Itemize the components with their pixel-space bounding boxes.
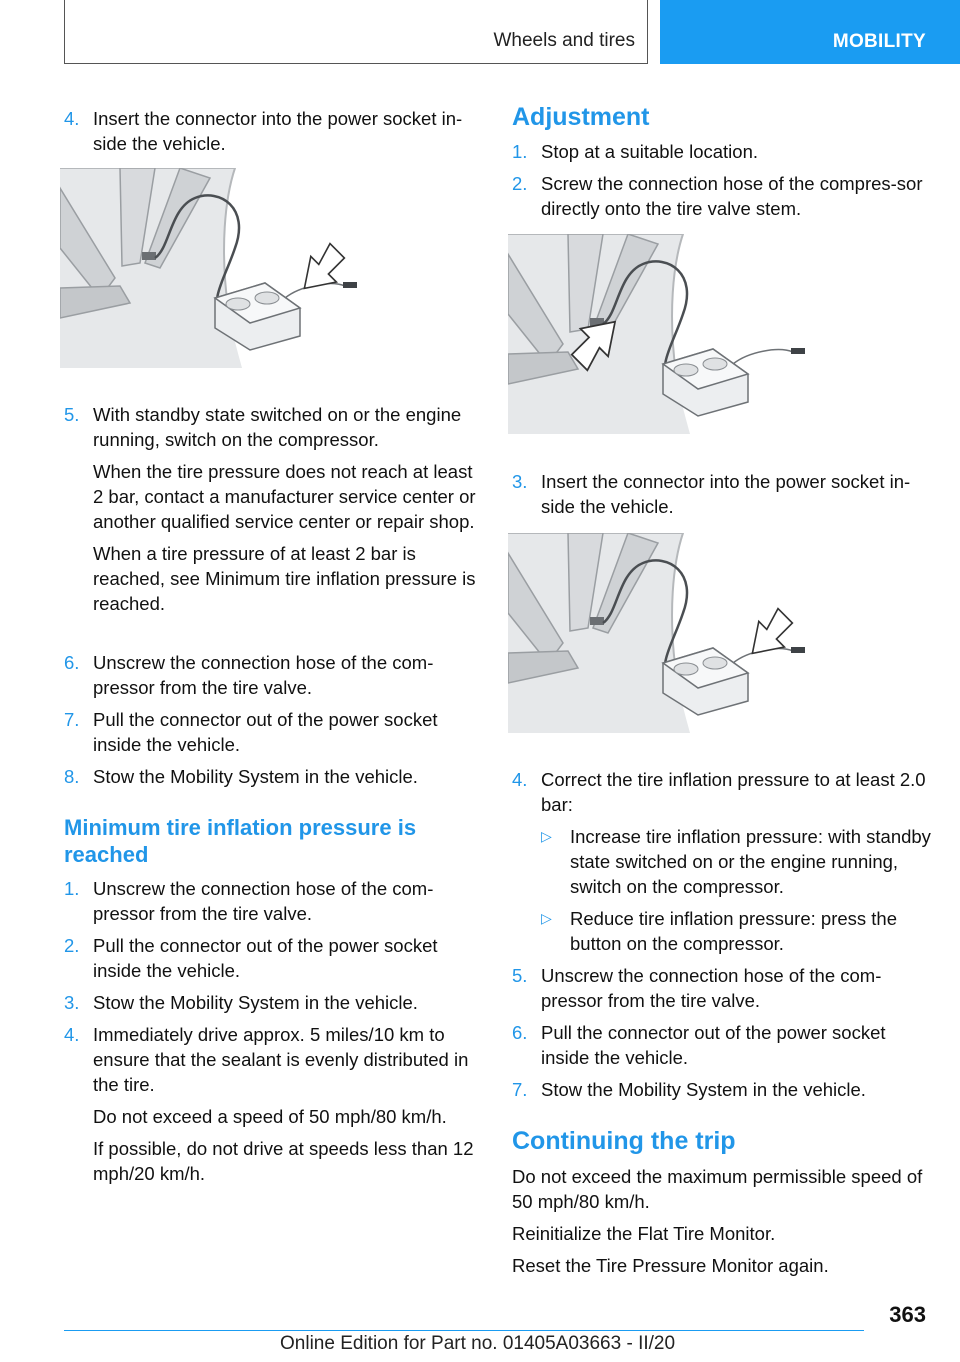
step-text: Unscrew the connection hose of the com-pressor from the tire valve. bbox=[93, 652, 434, 698]
step-text: Unscrew the connection hose of the com-pressor from the tire valve. bbox=[93, 878, 434, 924]
step-number: 8. bbox=[64, 766, 80, 787]
step-number: 7. bbox=[512, 1079, 528, 1100]
paragraph: Do not exceed the maximum permissible speed of 50 mph/80 km/h. bbox=[512, 1166, 923, 1212]
header-section-box bbox=[64, 0, 648, 64]
step-number: 5. bbox=[64, 404, 80, 425]
step-text: Screw the connection hose of the compres-sor directly onto the tire valve stem. bbox=[541, 173, 923, 219]
footer-edition: Online Edition for Part no. 01405A03663 - II/20 bbox=[280, 1333, 676, 1354]
step-text: Stow the Mobility System in the vehicle. bbox=[93, 992, 418, 1013]
step-note: If possible, do not drive at speeds less than 12 mph/20 km/h. bbox=[93, 1138, 474, 1184]
header-chapter-tab bbox=[660, 0, 960, 64]
step-text: Insert the connector into the power socket in-side the vehicle. bbox=[541, 471, 911, 517]
step-text: Pull the connector out of the power socket inside the vehicle. bbox=[93, 935, 438, 981]
header-section-title: Wheels and tires bbox=[493, 30, 635, 51]
step-text: Correct the tire inflation pressure to at least 2.0 bar: bbox=[541, 769, 926, 815]
list-item bbox=[64, 106, 482, 156]
step-text: Stow the Mobility System in the vehicle. bbox=[541, 1079, 866, 1100]
paragraph: Reset the Tire Pressure Monitor again. bbox=[512, 1255, 829, 1276]
step-number: 3. bbox=[64, 992, 80, 1013]
paragraph: Reinitialize the Flat Tire Monitor. bbox=[512, 1223, 776, 1244]
section-heading-continuing: Continuing the trip bbox=[512, 1127, 736, 1155]
list-item bbox=[64, 876, 482, 926]
list-item bbox=[64, 764, 482, 789]
step-text: Pull the connector out of the power socket inside the vehicle. bbox=[93, 709, 438, 755]
list-item bbox=[64, 933, 482, 983]
step-number: 4. bbox=[64, 1024, 80, 1045]
list-item bbox=[512, 469, 932, 519]
step-text: Immediately drive approx. 5 miles/10 km to ensure that the sealant is evenly distributed in the tire. bbox=[93, 1024, 469, 1095]
step-number: 1. bbox=[64, 878, 80, 899]
triangle-bullet-icon: ▷ bbox=[541, 910, 552, 926]
step-number: 6. bbox=[64, 652, 80, 673]
bullet-item bbox=[541, 824, 932, 899]
footer-divider bbox=[64, 1330, 864, 1331]
list-item bbox=[64, 990, 482, 1015]
list-item bbox=[512, 1077, 932, 1102]
list-item bbox=[512, 963, 932, 1013]
step-number: 1. bbox=[512, 141, 528, 162]
arrow-icon bbox=[304, 244, 344, 289]
list-item bbox=[512, 1020, 932, 1070]
step-text: Stow the Mobility System in the vehicle. bbox=[93, 766, 418, 787]
step-number: 2. bbox=[64, 935, 80, 956]
step-text: Stop at a suitable location. bbox=[541, 141, 759, 162]
bullet-text: Reduce tire inflation pressure: press the button on the compressor. bbox=[570, 908, 898, 954]
list-item bbox=[64, 402, 482, 616]
step-number: 6. bbox=[512, 1022, 528, 1043]
compressor-power-socket-illustration-2 bbox=[508, 533, 808, 733]
step-note: When a tire pressure of at least 2 bar is reached, see Minimum tire inflation pressure is reached. bbox=[93, 543, 476, 614]
list-item bbox=[64, 650, 482, 700]
list-item bbox=[512, 171, 932, 221]
section-heading-adjustment: Adjustment bbox=[512, 103, 650, 131]
hose-to-valve-illustration bbox=[508, 234, 808, 434]
list-item bbox=[64, 1022, 482, 1186]
step-note: When the tire pressure does not reach at least 2 bar, contact a manufacturer service center or another qualified service center or repair shop. bbox=[93, 461, 476, 532]
step-number: 5. bbox=[512, 965, 528, 986]
step-note: Do not exceed a speed of 50 mph/80 km/h. bbox=[93, 1106, 447, 1127]
bullet-item bbox=[541, 906, 932, 956]
page-number: 363 bbox=[889, 1302, 926, 1327]
step-number: 2. bbox=[512, 173, 528, 194]
step-text: With standby state switched on or the engine running, switch on the compressor. bbox=[93, 404, 462, 450]
step-number: 4. bbox=[64, 108, 80, 129]
step-text: Unscrew the connection hose of the com-pressor from the tire valve. bbox=[541, 965, 882, 1011]
triangle-bullet-icon: ▷ bbox=[541, 828, 552, 844]
step-number: 4. bbox=[512, 769, 528, 790]
section-heading: Minimum tire inflation pressure is reached bbox=[64, 815, 417, 867]
list-item bbox=[64, 707, 482, 757]
step-number: 7. bbox=[64, 709, 80, 730]
bullet-text: Increase tire inflation pressure: with standby state switched on or the engine running, switch on the compressor. bbox=[570, 826, 931, 897]
compressor-power-socket-illustration bbox=[60, 168, 360, 368]
list-item bbox=[512, 767, 932, 956]
step-text: Pull the connector out of the power socket inside the vehicle. bbox=[541, 1022, 886, 1068]
arrow-icon bbox=[752, 609, 792, 654]
list-item bbox=[512, 139, 932, 164]
step-number: 3. bbox=[512, 471, 528, 492]
step-text: Insert the connector into the power socket in-side the vehicle. bbox=[93, 108, 463, 154]
header-chapter-title: MOBILITY bbox=[832, 31, 926, 52]
